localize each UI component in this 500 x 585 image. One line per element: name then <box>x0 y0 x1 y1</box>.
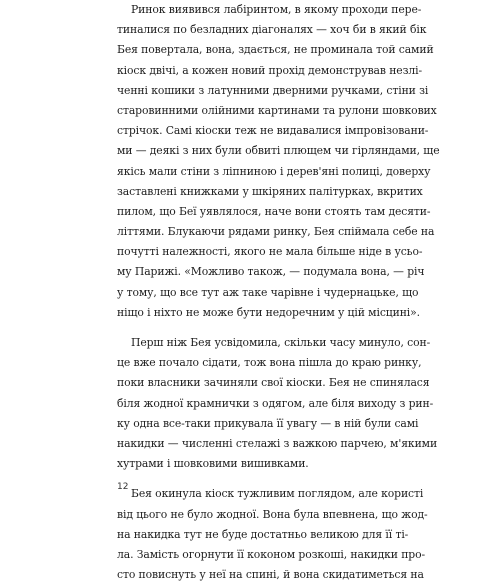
text-line: ніщо і ніхто не може бути недоречним у цій місцині». <box>117 305 421 319</box>
text-line: накидки — численні стелажі з важкою парчею, м'якими <box>117 436 438 450</box>
paragraph-1 <box>117 0 440 323</box>
text-line: якісь мали стіни з ліпниною і дерев'яні полиці, доверху <box>117 164 431 178</box>
text-line: пилом, що Беї уявлялося, наче вони стоять там десяти- <box>117 204 431 218</box>
text-line: кіоск двічі, а кожен новий прохід демонстрував незлі- <box>117 63 423 77</box>
text-line: це вже почало сідати, тож вона пішла до краю ринку, <box>117 356 422 370</box>
text-line: заставлені книжками у шкіряних палітурках, вкритих <box>117 184 423 198</box>
text-line: хутрами і шовковими вишивками. <box>117 457 309 471</box>
text-line: тиналися по безладних діагоналях — хоч би в який бік <box>117 23 427 37</box>
page-body <box>117 0 440 585</box>
text-line: почутті належності, якого не мала більше ніде в усьо- <box>117 245 423 259</box>
text-line: ченні кошики з латунними дверними ручками, стіни зі <box>117 83 429 97</box>
text-line: біля жодної крамнички з одягом, але біля виходу з рин- <box>117 396 434 410</box>
text-line: му Парижі. «Можливо також, — подумала вона, — річ <box>117 265 425 279</box>
text-line: сто повиснуть у неї на спині, й вона скидатиметься на <box>117 568 424 582</box>
text-line: поки власники зачиняли свої кіоски. Бея не спинялася <box>117 376 430 390</box>
paragraph-3 <box>117 484 428 585</box>
text-line: старовинними олійними картинами та рулони шовкових <box>117 103 437 117</box>
text-line: ку одна все-таки прикувала її увагу — в ній були самі <box>117 416 419 430</box>
text-line: літтями. Блукаючи рядами ринку, Бея спіймала себе на <box>117 225 435 239</box>
text-line: Бея окинула кіоск тужливим поглядом, але користі <box>131 487 424 501</box>
text-line: від цього не було жодної. Вона була впевнена, що жод- <box>117 507 428 521</box>
text-line: ла. Замість огорнути її коконом розкоші, накидки про- <box>117 547 426 561</box>
text-line: Перш ніж Бея усвідомила, скільки часу минуло, сон- <box>131 336 431 349</box>
page-number: 12 <box>117 482 129 492</box>
text-line: Ринок виявився лабіринтом, в якому проходи пере- <box>131 3 422 16</box>
text-line: на накидка тут не буде достатньо великою для її ті- <box>117 527 409 541</box>
text-line: стрічок. Самі кіоски теж не видавалися імпровізовани- <box>117 124 429 138</box>
paragraph-2 <box>117 333 438 474</box>
text-line: ми — деякі з них були обвиті плющем чи гірляндами, ще <box>117 144 440 158</box>
text-line: Бея повертала, вона, здається, не проминала той самий <box>117 43 434 57</box>
text-line: у тому, що все тут аж таке чарівне і чудернацьке, що <box>117 285 419 299</box>
